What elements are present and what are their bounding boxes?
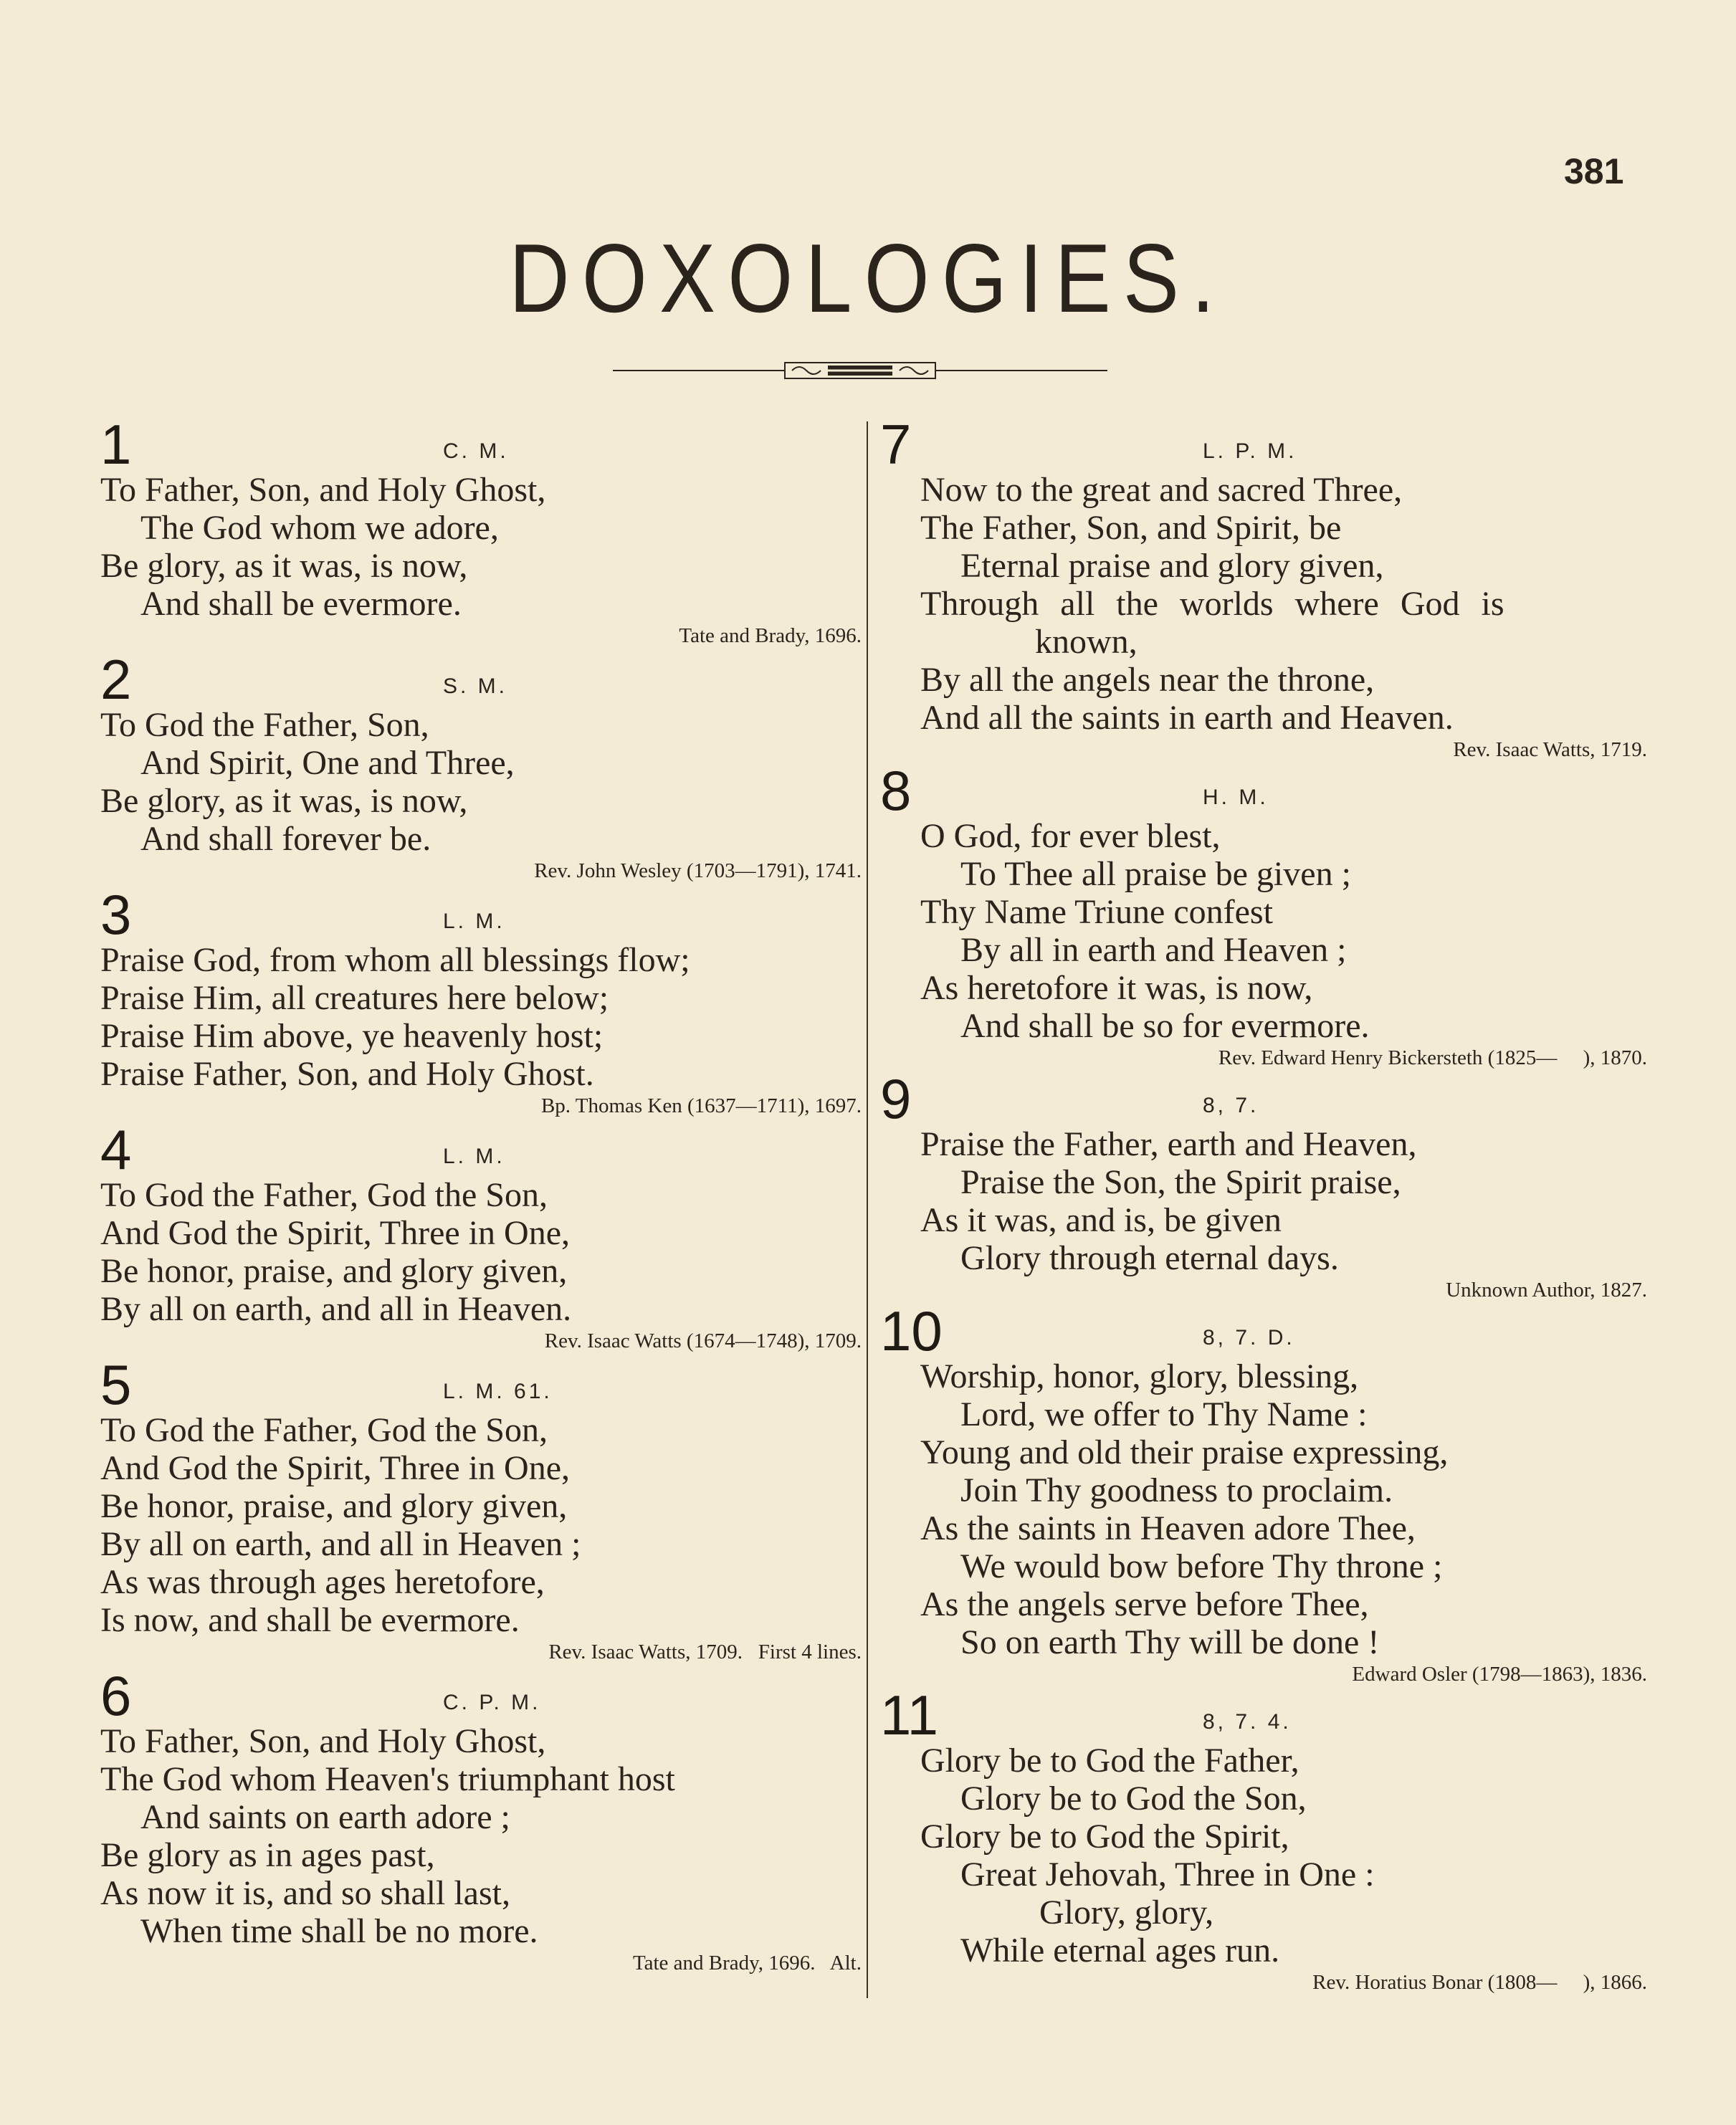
doxology-3 [100, 883, 862, 1119]
doxology-6 [100, 1664, 862, 1976]
hymn-line: known, [1035, 623, 1138, 661]
hymn-attribution: Bp. Thomas Ken (1637—1711), 1697. [540, 1094, 862, 1117]
hymn-line: Praise Him above, ye heavenly host; [100, 1017, 604, 1055]
hymn-meter: L. M. [443, 909, 505, 933]
hymn-line: The God whom Heaven's triumphant host [100, 1760, 675, 1798]
hymn-line: Praise the Son, the Spirit praise, [960, 1163, 1401, 1201]
hymn-line: To God the Father, Son, [100, 706, 429, 744]
hymn-line: Join Thy goodness to proclaim. [960, 1471, 1393, 1509]
hymn-line: Praise Father, Son, and Holy Ghost. [100, 1055, 594, 1093]
hymn-line: Be glory as in ages past, [100, 1836, 435, 1874]
hymn-number: 8 [880, 759, 912, 822]
hymn-number: 2 [100, 648, 132, 711]
hymn-number: 9 [880, 1067, 912, 1130]
hymn-line: We would bow before Thy throne ; [960, 1547, 1443, 1585]
hymn-line: Praise Him, all creatures here below; [100, 979, 609, 1017]
doxology-11 [880, 1684, 1647, 1995]
hymn-line: While eternal ages run. [960, 1931, 1280, 1969]
hymn-attribution: Rev. Isaac Watts, 1709. First 4 lines. [548, 1641, 862, 1663]
page-number: 381 [1564, 151, 1624, 191]
hymn-attribution: Rev. Edward Henry Bickersteth (1825— ), 1870. [1218, 1046, 1647, 1069]
hymn-attribution: Edward Osler (1798—1863), 1836. [1352, 1663, 1647, 1686]
left-column [100, 413, 862, 1976]
hymn-meter: S. M. [443, 674, 508, 698]
hymn-line: And Spirit, One and Three, [140, 744, 515, 782]
page-title: DOXOLOGIES. [509, 224, 1227, 333]
hymn-line: By all the angels near the throne, [920, 661, 1375, 699]
hymn-number: 3 [100, 883, 132, 946]
hymn-number: 5 [100, 1353, 132, 1416]
hymn-number: 4 [100, 1118, 132, 1181]
hymn-line: Glory be to God the Son, [960, 1780, 1307, 1818]
hymn-line: And shall be so for evermore. [960, 1007, 1370, 1045]
hymn-line: As the angels serve before Thee, [920, 1585, 1369, 1623]
hymn-meter: 8, 7. [1203, 1094, 1259, 1117]
hymn-line: By all on earth, and all in Heaven ; [100, 1525, 581, 1563]
hymn-line: Glory, glory, [1039, 1894, 1214, 1931]
column-divider [867, 421, 868, 1998]
hymn-attribution: Unknown Author, 1827. [1446, 1279, 1647, 1302]
hymn-line: Be glory, as it was, is now, [100, 782, 468, 820]
hymn-line: To God the Father, God the Son, [100, 1176, 548, 1214]
hymn-attribution: Rev. Isaac Watts, 1719. [1453, 738, 1647, 761]
hymn-line: To Thee all praise be given ; [960, 855, 1351, 893]
hymn-line: By all in earth and Heaven ; [960, 931, 1347, 969]
hymn-line: And God the Spirit, Three in One, [100, 1449, 571, 1487]
hymn-line: Praise the Father, earth and Heaven, [920, 1125, 1417, 1163]
hymn-meter: 8, 7. 4. [1203, 1710, 1292, 1734]
hymn-meter: C. P. M. [443, 1691, 541, 1714]
hymn-line: To God the Father, God the Son, [100, 1411, 548, 1449]
hymn-line: So on earth Thy will be done ! [960, 1623, 1380, 1661]
hymn-line: Glory be to God the Spirit, [920, 1818, 1289, 1856]
hymn-line: And saints on earth adore ; [140, 1798, 510, 1836]
hymn-number: 7 [880, 413, 912, 476]
hymn-line: Young and old their praise expressing, [920, 1433, 1449, 1471]
hymn-number: 1 [100, 413, 132, 476]
hymn-line: The God whom we adore, [140, 509, 499, 547]
hymn-attribution: Tate and Brady, 1696. [679, 624, 862, 647]
doxology-5 [100, 1353, 862, 1665]
hymn-line: Be glory, as it was, is now, [100, 547, 468, 585]
hymn-line: As heretofore it was, is now, [920, 969, 1313, 1007]
hymn-line: As was through ages heretofore, [100, 1563, 545, 1601]
hymn-number: 6 [100, 1664, 132, 1727]
hymn-line: Worship, honor, glory, blessing, [920, 1357, 1359, 1395]
hymn-line: To Father, Son, and Holy Ghost, [100, 1722, 546, 1760]
right-column [880, 413, 1647, 1995]
doxology-7 [880, 413, 1647, 763]
doxology-2 [100, 648, 862, 884]
hymn-line: Is now, and shall be evermore. [100, 1601, 520, 1639]
hymn-line: Be honor, praise, and glory given, [100, 1252, 568, 1290]
hymn-line: By all on earth, and all in Heaven. [100, 1290, 572, 1328]
hymn-line: Be honor, praise, and glory given, [100, 1487, 568, 1525]
hymn-line: Glory through eternal days. [960, 1239, 1339, 1277]
hymn-attribution: Rev. John Wesley (1703—1791), 1741. [534, 859, 862, 882]
hymn-meter: L. M. [443, 1145, 505, 1168]
hymn-line: Thy Name Triune confest [920, 893, 1273, 931]
hymn-line: And all the saints in earth and Heaven. [920, 699, 1454, 737]
hymn-line: Through all the worlds where God is [920, 585, 1504, 623]
doxology-4 [100, 1118, 862, 1354]
hymn-line: Great Jehovah, Three in One : [960, 1856, 1375, 1894]
hymn-line: And shall forever be. [140, 820, 431, 858]
doxology-1 [100, 413, 862, 649]
hymn-line: When time shall be no more. [140, 1912, 538, 1950]
hymn-line: To Father, Son, and Holy Ghost, [100, 471, 546, 509]
hymn-line: Now to the great and sacred Three, [920, 471, 1403, 509]
title-ornament [613, 358, 1107, 383]
hymn-line: The Father, Son, and Spirit, be [920, 509, 1342, 547]
hymn-line: Lord, we offer to Thy Name : [960, 1395, 1368, 1433]
doxology-8 [880, 759, 1647, 1071]
hymn-line: O God, for ever blest, [920, 817, 1221, 855]
hymn-attribution: Rev. Isaac Watts (1674—1748), 1709. [544, 1329, 862, 1352]
hymn-line: And shall be evermore. [140, 585, 462, 623]
hymn-number: 10 [880, 1299, 943, 1362]
hymn-number: 11 [880, 1684, 938, 1747]
hymn-line: As now it is, and so shall last, [100, 1874, 510, 1912]
hymn-meter: L. P. M. [1203, 439, 1297, 463]
hymn-attribution: Tate and Brady, 1696. Alt. [632, 1952, 862, 1974]
hymn-line: Eternal praise and glory given, [960, 547, 1384, 585]
hymn-meter: L. M. 61. [443, 1380, 553, 1403]
hymn-line: And God the Spirit, Three in One, [100, 1214, 571, 1252]
hymn-meter: 8, 7. D. [1203, 1326, 1295, 1350]
hymn-line: Praise God, from whom all blessings flow; [100, 941, 690, 979]
hymn-line: As it was, and is, be given [920, 1201, 1282, 1239]
hymn-line: Glory be to God the Father, [920, 1742, 1299, 1780]
hymn-meter: C. M. [443, 439, 509, 463]
hymn-attribution: Rev. Horatius Bonar (1808— ), 1866. [1312, 1971, 1647, 1994]
hymn-line: As the saints in Heaven adore Thee, [920, 1509, 1416, 1547]
hymn-meter: H. M. [1203, 785, 1269, 809]
doxology-10 [880, 1299, 1647, 1687]
doxology-9 [880, 1067, 1647, 1303]
